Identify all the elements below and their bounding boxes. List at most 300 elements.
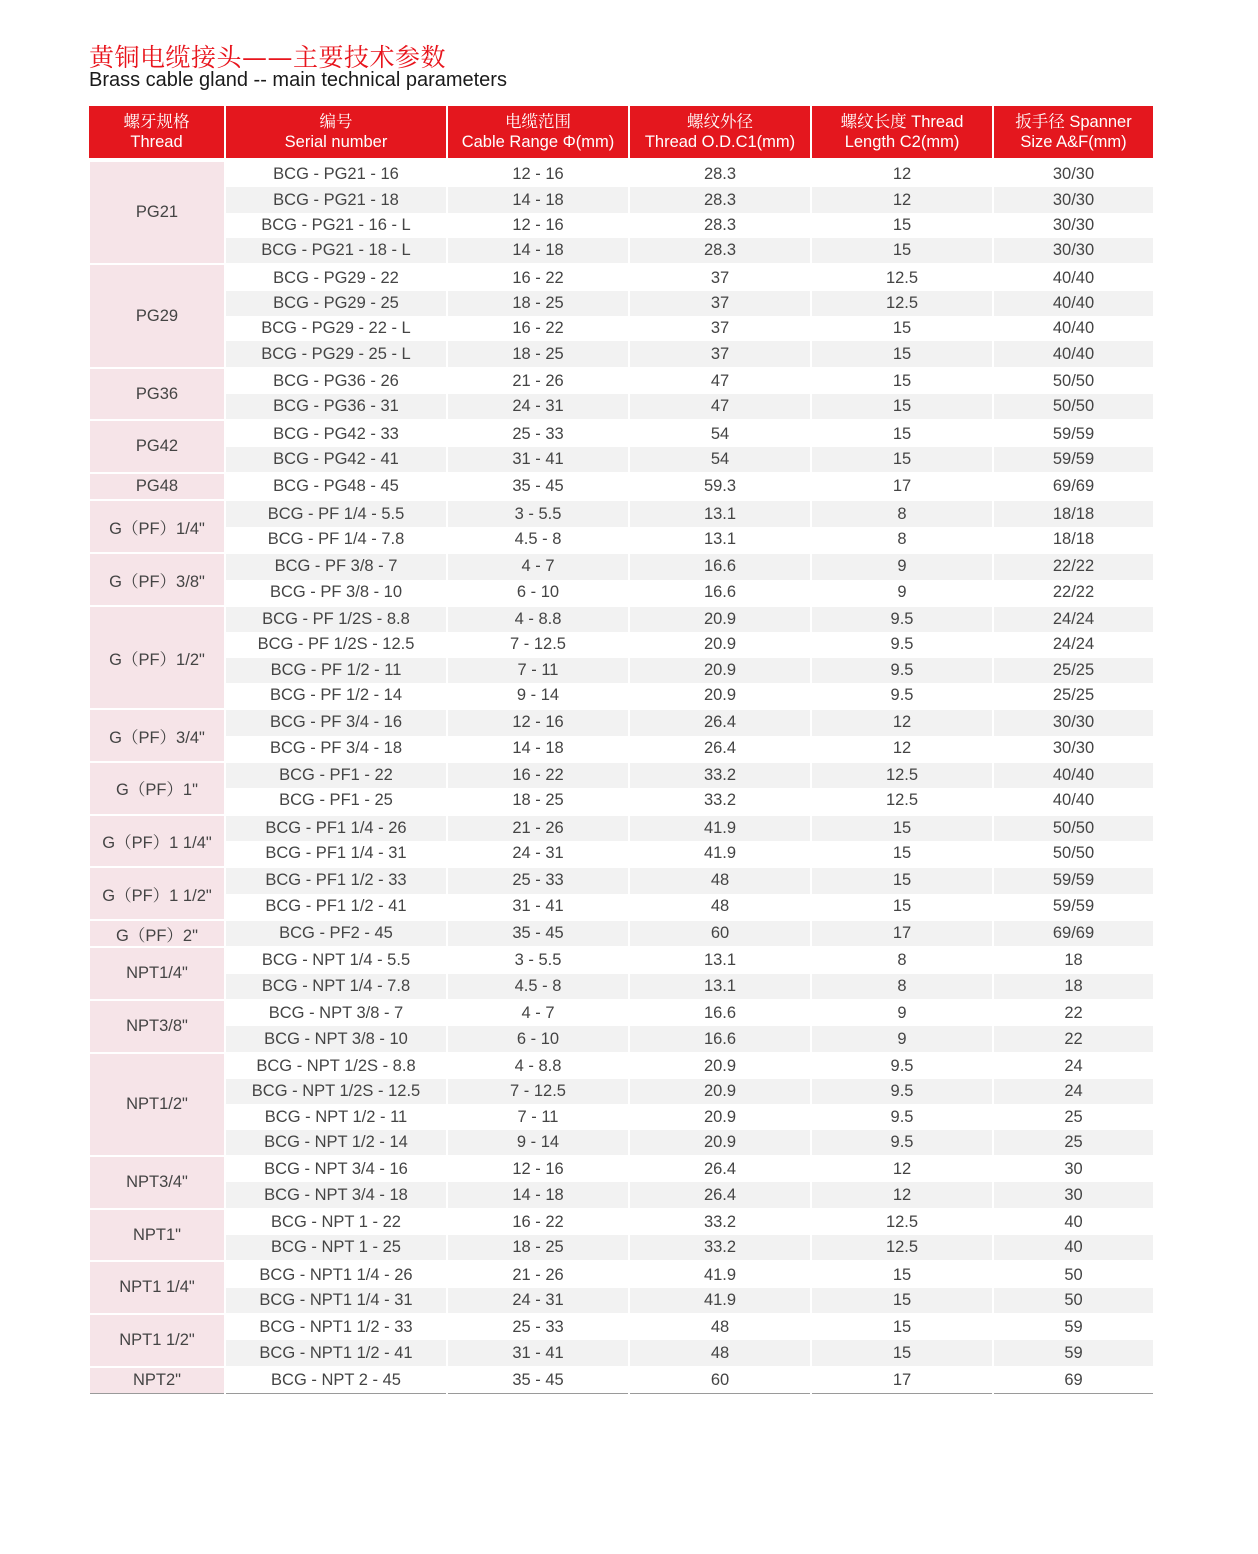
thread-od-cell: 41.9	[629, 815, 811, 841]
table-row	[89, 580, 1153, 606]
spanner-size-cell: 22	[993, 1026, 1153, 1052]
serial-number-cell: BCG - PG21 - 16 - L	[225, 213, 447, 238]
spanner-size-cell: 40/40	[993, 341, 1153, 367]
serial-number-cell: BCG - PF 1/2 - 14	[225, 683, 447, 709]
thread-od-cell: 48	[629, 1314, 811, 1340]
thread-length-cell: 15	[811, 316, 993, 341]
cable-range-cell: 24 - 31	[447, 394, 629, 420]
thread-length-cell: 15	[811, 1314, 993, 1340]
page-subtitle: Brass cable gland -- main technical parameters	[89, 69, 507, 91]
serial-number-cell: BCG - NPT 1 - 22	[225, 1209, 447, 1235]
cable-range-cell: 12 - 16	[447, 1156, 629, 1182]
spanner-size-cell: 40/40	[993, 264, 1153, 290]
thread-od-cell: 33.2	[629, 762, 811, 788]
thread-cell: NPT3/8"	[89, 1000, 225, 1053]
spanner-size-cell: 50/50	[993, 368, 1153, 394]
serial-number-cell: BCG - NPT 1/2S - 12.5	[225, 1079, 447, 1104]
serial-number-cell: BCG - PF 3/4 - 16	[225, 709, 447, 735]
thread-od-cell: 20.9	[629, 1104, 811, 1129]
thread-length-cell: 8	[811, 500, 993, 526]
spanner-size-cell: 24/24	[993, 606, 1153, 632]
thread-length-cell: 17	[811, 920, 993, 947]
cable-range-cell: 21 - 26	[447, 368, 629, 394]
table-row	[89, 1079, 1153, 1104]
spanner-size-cell: 30/30	[993, 238, 1153, 264]
spanner-size-cell: 25	[993, 1130, 1153, 1156]
header-thread-od: 螺纹外径 Thread O.D.C1(mm)	[629, 106, 811, 160]
serial-number-cell: BCG - PG21 - 16	[225, 160, 447, 187]
spanner-size-cell: 22	[993, 1000, 1153, 1026]
thread-od-cell: 20.9	[629, 1130, 811, 1156]
cable-range-cell: 14 - 18	[447, 187, 629, 212]
table-row	[89, 553, 1153, 579]
cable-range-cell: 9 - 14	[447, 683, 629, 709]
table-row	[89, 815, 1153, 841]
serial-number-cell: BCG - NPT 3/4 - 18	[225, 1182, 447, 1208]
cable-range-cell: 16 - 22	[447, 762, 629, 788]
thread-length-cell: 9.5	[811, 632, 993, 657]
serial-number-cell: BCG - NPT 1/2 - 11	[225, 1104, 447, 1129]
serial-number-cell: BCG - PF 1/2S - 12.5	[225, 632, 447, 657]
thread-length-cell: 12.5	[811, 762, 993, 788]
cable-range-cell: 7 - 12.5	[447, 1079, 629, 1104]
serial-number-cell: BCG - PG29 - 25	[225, 291, 447, 316]
table-row	[89, 1261, 1153, 1287]
thread-length-cell: 15	[811, 894, 993, 920]
table-row	[89, 447, 1153, 473]
cable-range-cell: 6 - 10	[447, 580, 629, 606]
thread-length-cell: 9.5	[811, 1053, 993, 1079]
cable-range-cell: 4 - 7	[447, 1000, 629, 1026]
table-row	[89, 1340, 1153, 1366]
thread-length-cell: 15	[811, 341, 993, 367]
thread-length-cell: 9.5	[811, 683, 993, 709]
thread-od-cell: 20.9	[629, 606, 811, 632]
serial-number-cell: BCG - PG36 - 26	[225, 368, 447, 394]
table-row	[89, 213, 1153, 238]
thread-od-cell: 28.3	[629, 160, 811, 187]
thread-od-cell: 16.6	[629, 553, 811, 579]
spanner-size-cell: 22/22	[993, 553, 1153, 579]
serial-number-cell: BCG - PG29 - 25 - L	[225, 341, 447, 367]
thread-od-cell: 33.2	[629, 1235, 811, 1261]
table-row	[89, 1235, 1153, 1261]
serial-number-cell: BCG - PF 3/8 - 10	[225, 580, 447, 606]
table-row	[89, 264, 1153, 290]
serial-number-cell: BCG - PF 1/4 - 7.8	[225, 527, 447, 553]
spanner-size-cell: 30/30	[993, 187, 1153, 212]
thread-length-cell: 8	[811, 974, 993, 1000]
table-row	[89, 894, 1153, 920]
serial-number-cell: BCG - PG36 - 31	[225, 394, 447, 420]
spanner-size-cell: 50/50	[993, 841, 1153, 867]
thread-od-cell: 33.2	[629, 1209, 811, 1235]
cable-range-cell: 21 - 26	[447, 1261, 629, 1287]
spanner-size-cell: 59	[993, 1340, 1153, 1366]
thread-length-cell: 9.5	[811, 606, 993, 632]
thread-cell: PG42	[89, 420, 225, 473]
table-row	[89, 187, 1153, 212]
header-serial-number: 编号 Serial number	[225, 106, 447, 160]
thread-length-cell: 15	[811, 420, 993, 446]
thread-od-cell: 60	[629, 920, 811, 947]
cable-range-cell: 7 - 11	[447, 1104, 629, 1129]
cable-range-cell: 16 - 22	[447, 1209, 629, 1235]
table-row	[89, 394, 1153, 420]
spanner-size-cell: 40/40	[993, 762, 1153, 788]
thread-od-cell: 16.6	[629, 1000, 811, 1026]
cable-range-cell: 16 - 22	[447, 316, 629, 341]
spanner-size-cell: 40/40	[993, 316, 1153, 341]
table-row	[89, 658, 1153, 683]
table-row	[89, 1209, 1153, 1235]
spanner-size-cell: 50/50	[993, 394, 1153, 420]
thread-cell: NPT1/2"	[89, 1053, 225, 1156]
cable-range-cell: 6 - 10	[447, 1026, 629, 1052]
cable-range-cell: 3 - 5.5	[447, 947, 629, 973]
table-row	[89, 1182, 1153, 1208]
thread-od-cell: 60	[629, 1367, 811, 1394]
spanner-size-cell: 18/18	[993, 500, 1153, 526]
serial-number-cell: BCG - NPT 1/2S - 8.8	[225, 1053, 447, 1079]
thread-cell: NPT3/4"	[89, 1156, 225, 1209]
table-row	[89, 1156, 1153, 1182]
serial-number-cell: BCG - PG42 - 33	[225, 420, 447, 446]
serial-number-cell: BCG - PF1 1/2 - 41	[225, 894, 447, 920]
table-row	[89, 1000, 1153, 1026]
spanner-size-cell: 30/30	[993, 160, 1153, 187]
thread-cell: PG21	[89, 160, 225, 264]
cable-range-cell: 14 - 18	[447, 736, 629, 762]
spanner-size-cell: 69	[993, 1367, 1153, 1394]
table-row	[89, 291, 1153, 316]
cable-range-cell: 3 - 5.5	[447, 500, 629, 526]
thread-od-cell: 13.1	[629, 947, 811, 973]
serial-number-cell: BCG - NPT 1/2 - 14	[225, 1130, 447, 1156]
thread-od-cell: 59.3	[629, 473, 811, 500]
cable-range-cell: 31 - 41	[447, 894, 629, 920]
thread-length-cell: 9	[811, 1000, 993, 1026]
spanner-size-cell: 24	[993, 1079, 1153, 1104]
table-row	[89, 238, 1153, 264]
thread-length-cell: 12	[811, 1156, 993, 1182]
serial-number-cell: BCG - PF 1/2S - 8.8	[225, 606, 447, 632]
thread-length-cell: 12.5	[811, 1209, 993, 1235]
cable-range-cell: 9 - 14	[447, 1130, 629, 1156]
thread-length-cell: 15	[811, 1261, 993, 1287]
serial-number-cell: BCG - PF 3/8 - 7	[225, 553, 447, 579]
spanner-size-cell: 50/50	[993, 815, 1153, 841]
table-row	[89, 500, 1153, 526]
table-row	[89, 160, 1153, 187]
spanner-size-cell: 59/59	[993, 447, 1153, 473]
thread-od-cell: 20.9	[629, 1053, 811, 1079]
thread-cell: PG48	[89, 473, 225, 500]
thread-length-cell: 15	[811, 841, 993, 867]
thread-length-cell: 9	[811, 1026, 993, 1052]
thread-od-cell: 54	[629, 447, 811, 473]
cable-range-cell: 4 - 8.8	[447, 606, 629, 632]
thread-cell: G（PF）1 1/4"	[89, 815, 225, 868]
spanner-size-cell: 69/69	[993, 473, 1153, 500]
table-row	[89, 473, 1153, 500]
table-row	[89, 867, 1153, 893]
thread-length-cell: 9.5	[811, 1104, 993, 1129]
thread-od-cell: 37	[629, 264, 811, 290]
thread-od-cell: 28.3	[629, 238, 811, 264]
thread-cell: NPT2"	[89, 1367, 225, 1394]
thread-cell: PG36	[89, 368, 225, 421]
thread-length-cell: 12	[811, 736, 993, 762]
cable-range-cell: 18 - 25	[447, 1235, 629, 1261]
serial-number-cell: BCG - NPT1 1/4 - 26	[225, 1261, 447, 1287]
serial-number-cell: BCG - NPT 3/8 - 10	[225, 1026, 447, 1052]
serial-number-cell: BCG - PG21 - 18	[225, 187, 447, 212]
thread-cell: NPT1"	[89, 1209, 225, 1262]
thread-od-cell: 26.4	[629, 1156, 811, 1182]
cable-range-cell: 31 - 41	[447, 447, 629, 473]
cable-range-cell: 14 - 18	[447, 238, 629, 264]
thread-length-cell: 9	[811, 580, 993, 606]
cable-range-cell: 18 - 25	[447, 341, 629, 367]
spanner-size-cell: 69/69	[993, 920, 1153, 947]
thread-length-cell: 12	[811, 187, 993, 212]
thread-od-cell: 20.9	[629, 1079, 811, 1104]
thread-cell: G（PF）2"	[89, 920, 225, 947]
cable-range-cell: 4.5 - 8	[447, 527, 629, 553]
thread-od-cell: 28.3	[629, 213, 811, 238]
cable-range-cell: 4.5 - 8	[447, 974, 629, 1000]
cable-range-cell: 24 - 31	[447, 841, 629, 867]
thread-od-cell: 48	[629, 1340, 811, 1366]
header-thread: 螺牙规格 Thread	[89, 106, 225, 160]
table-row	[89, 420, 1153, 446]
thread-cell: NPT1/4"	[89, 947, 225, 1000]
serial-number-cell: BCG - PF1 1/4 - 31	[225, 841, 447, 867]
serial-number-cell: BCG - PG42 - 41	[225, 447, 447, 473]
table-row	[89, 841, 1153, 867]
serial-number-cell: BCG - PG21 - 18 - L	[225, 238, 447, 264]
thread-length-cell: 15	[811, 213, 993, 238]
serial-number-cell: BCG - PF1 - 25	[225, 788, 447, 814]
serial-number-cell: BCG - NPT 1 - 25	[225, 1235, 447, 1261]
serial-number-cell: BCG - NPT 3/4 - 16	[225, 1156, 447, 1182]
serial-number-cell: BCG - PF1 - 22	[225, 762, 447, 788]
serial-number-cell: BCG - NPT1 1/4 - 31	[225, 1288, 447, 1314]
table-row	[89, 683, 1153, 709]
spanner-size-cell: 22/22	[993, 580, 1153, 606]
thread-od-cell: 20.9	[629, 683, 811, 709]
serial-number-cell: BCG - PF2 - 45	[225, 920, 447, 947]
thread-od-cell: 37	[629, 316, 811, 341]
thread-od-cell: 48	[629, 894, 811, 920]
table-row	[89, 974, 1153, 1000]
spanner-size-cell: 50	[993, 1261, 1153, 1287]
thread-length-cell: 12.5	[811, 291, 993, 316]
spanner-size-cell: 25/25	[993, 683, 1153, 709]
thread-length-cell: 12.5	[811, 1235, 993, 1261]
cable-range-cell: 12 - 16	[447, 160, 629, 187]
thread-od-cell: 26.4	[629, 736, 811, 762]
table-header-row	[89, 106, 1153, 160]
spanner-size-cell: 40	[993, 1235, 1153, 1261]
table-row	[89, 1026, 1153, 1052]
spanner-size-cell: 40/40	[993, 291, 1153, 316]
thread-od-cell: 13.1	[629, 500, 811, 526]
thread-od-cell: 13.1	[629, 527, 811, 553]
serial-number-cell: BCG - NPT1 1/2 - 41	[225, 1340, 447, 1366]
serial-number-cell: BCG - NPT1 1/2 - 33	[225, 1314, 447, 1340]
spanner-size-cell: 30	[993, 1182, 1153, 1208]
thread-cell: G（PF）1/4"	[89, 500, 225, 553]
table-row	[89, 1130, 1153, 1156]
cable-range-cell: 12 - 16	[447, 213, 629, 238]
table-row	[89, 736, 1153, 762]
thread-od-cell: 16.6	[629, 1026, 811, 1052]
serial-number-cell: BCG - NPT 3/8 - 7	[225, 1000, 447, 1026]
thread-length-cell: 8	[811, 527, 993, 553]
thread-cell: G（PF）3/8"	[89, 553, 225, 606]
thread-length-cell: 15	[811, 1288, 993, 1314]
cable-range-cell: 16 - 22	[447, 264, 629, 290]
thread-od-cell: 26.4	[629, 709, 811, 735]
spanner-size-cell: 25	[993, 1104, 1153, 1129]
thread-od-cell: 41.9	[629, 1261, 811, 1287]
serial-number-cell: BCG - PF 1/2 - 11	[225, 658, 447, 683]
table-row	[89, 632, 1153, 657]
spanner-size-cell: 59/59	[993, 867, 1153, 893]
thread-length-cell: 15	[811, 238, 993, 264]
cable-range-cell: 25 - 33	[447, 867, 629, 893]
cable-range-cell: 31 - 41	[447, 1340, 629, 1366]
thread-cell: G（PF）1 1/2"	[89, 867, 225, 920]
spanner-size-cell: 40	[993, 1209, 1153, 1235]
thread-length-cell: 15	[811, 368, 993, 394]
cable-range-cell: 21 - 26	[447, 815, 629, 841]
table-row	[89, 947, 1153, 973]
cable-range-cell: 12 - 16	[447, 709, 629, 735]
thread-length-cell: 12	[811, 160, 993, 187]
thread-length-cell: 17	[811, 473, 993, 500]
cable-range-cell: 35 - 45	[447, 1367, 629, 1394]
cable-range-cell: 35 - 45	[447, 920, 629, 947]
serial-number-cell: BCG - PF 1/4 - 5.5	[225, 500, 447, 526]
serial-number-cell: BCG - PF 3/4 - 18	[225, 736, 447, 762]
thread-cell: NPT1 1/4"	[89, 1261, 225, 1314]
cable-range-cell: 18 - 25	[447, 788, 629, 814]
thread-length-cell: 15	[811, 394, 993, 420]
spanner-size-cell: 40/40	[993, 788, 1153, 814]
serial-number-cell: BCG - PF1 1/2 - 33	[225, 867, 447, 893]
table-row	[89, 1053, 1153, 1079]
spanner-size-cell: 59/59	[993, 894, 1153, 920]
spanner-size-cell: 18	[993, 974, 1153, 1000]
thread-od-cell: 13.1	[629, 974, 811, 1000]
spanner-size-cell: 50	[993, 1288, 1153, 1314]
cable-range-cell: 25 - 33	[447, 420, 629, 446]
serial-number-cell: BCG - PG29 - 22 - L	[225, 316, 447, 341]
thread-cell: PG29	[89, 264, 225, 367]
header-spanner-size: 扳手径 Spanner Size A&F(mm)	[993, 106, 1153, 160]
thread-length-cell: 12	[811, 709, 993, 735]
thread-od-cell: 47	[629, 394, 811, 420]
spanner-size-cell: 18	[993, 947, 1153, 973]
spanner-size-cell: 24	[993, 1053, 1153, 1079]
cable-range-cell: 4 - 7	[447, 553, 629, 579]
thread-length-cell: 12.5	[811, 264, 993, 290]
thread-od-cell: 48	[629, 867, 811, 893]
parameters-table	[88, 106, 1153, 1394]
cable-range-cell: 7 - 12.5	[447, 632, 629, 657]
table-row	[89, 762, 1153, 788]
thread-cell: NPT1 1/2"	[89, 1314, 225, 1367]
spanner-size-cell: 30	[993, 1156, 1153, 1182]
header-thread-length: 螺纹长度 Thread Length C2(mm)	[811, 106, 993, 160]
cable-range-cell: 35 - 45	[447, 473, 629, 500]
table-row	[89, 341, 1153, 367]
cable-range-cell: 14 - 18	[447, 1182, 629, 1208]
thread-length-cell: 15	[811, 1340, 993, 1366]
serial-number-cell: BCG - PF1 1/4 - 26	[225, 815, 447, 841]
thread-od-cell: 28.3	[629, 187, 811, 212]
table-row	[89, 527, 1153, 553]
spanner-size-cell: 18/18	[993, 527, 1153, 553]
thread-length-cell: 15	[811, 867, 993, 893]
thread-cell: G（PF）1"	[89, 762, 225, 815]
serial-number-cell: BCG - NPT 1/4 - 5.5	[225, 947, 447, 973]
table-body	[89, 160, 1153, 1394]
thread-od-cell: 47	[629, 368, 811, 394]
thread-length-cell: 8	[811, 947, 993, 973]
thread-cell: G（PF）1/2"	[89, 606, 225, 709]
spanner-size-cell: 30/30	[993, 709, 1153, 735]
thread-od-cell: 26.4	[629, 1182, 811, 1208]
serial-number-cell: BCG - NPT 2 - 45	[225, 1367, 447, 1394]
table-row	[89, 709, 1153, 735]
table-row	[89, 1104, 1153, 1129]
thread-od-cell: 37	[629, 341, 811, 367]
thread-length-cell: 9.5	[811, 1130, 993, 1156]
thread-cell: G（PF）3/4"	[89, 709, 225, 762]
spanner-size-cell: 59/59	[993, 420, 1153, 446]
page-title: 黄铜电缆接头——主要技术参数	[89, 43, 447, 72]
thread-od-cell: 41.9	[629, 1288, 811, 1314]
table-row	[89, 788, 1153, 814]
thread-od-cell: 16.6	[629, 580, 811, 606]
table-row	[89, 1288, 1153, 1314]
thread-length-cell: 15	[811, 447, 993, 473]
table-row	[89, 368, 1153, 394]
table-row	[89, 316, 1153, 341]
spanner-size-cell: 24/24	[993, 632, 1153, 657]
serial-number-cell: BCG - PG29 - 22	[225, 264, 447, 290]
thread-od-cell: 20.9	[629, 632, 811, 657]
thread-length-cell: 17	[811, 1367, 993, 1394]
cable-range-cell: 7 - 11	[447, 658, 629, 683]
cable-range-cell: 24 - 31	[447, 1288, 629, 1314]
thread-length-cell: 9	[811, 553, 993, 579]
table-row	[89, 606, 1153, 632]
spanner-size-cell: 30/30	[993, 736, 1153, 762]
cable-range-cell: 25 - 33	[447, 1314, 629, 1340]
serial-number-cell: BCG - PG48 - 45	[225, 473, 447, 500]
spanner-size-cell: 59	[993, 1314, 1153, 1340]
cable-range-cell: 18 - 25	[447, 291, 629, 316]
thread-length-cell: 12.5	[811, 788, 993, 814]
thread-od-cell: 37	[629, 291, 811, 316]
thread-od-cell: 33.2	[629, 788, 811, 814]
table-row	[89, 1367, 1153, 1394]
